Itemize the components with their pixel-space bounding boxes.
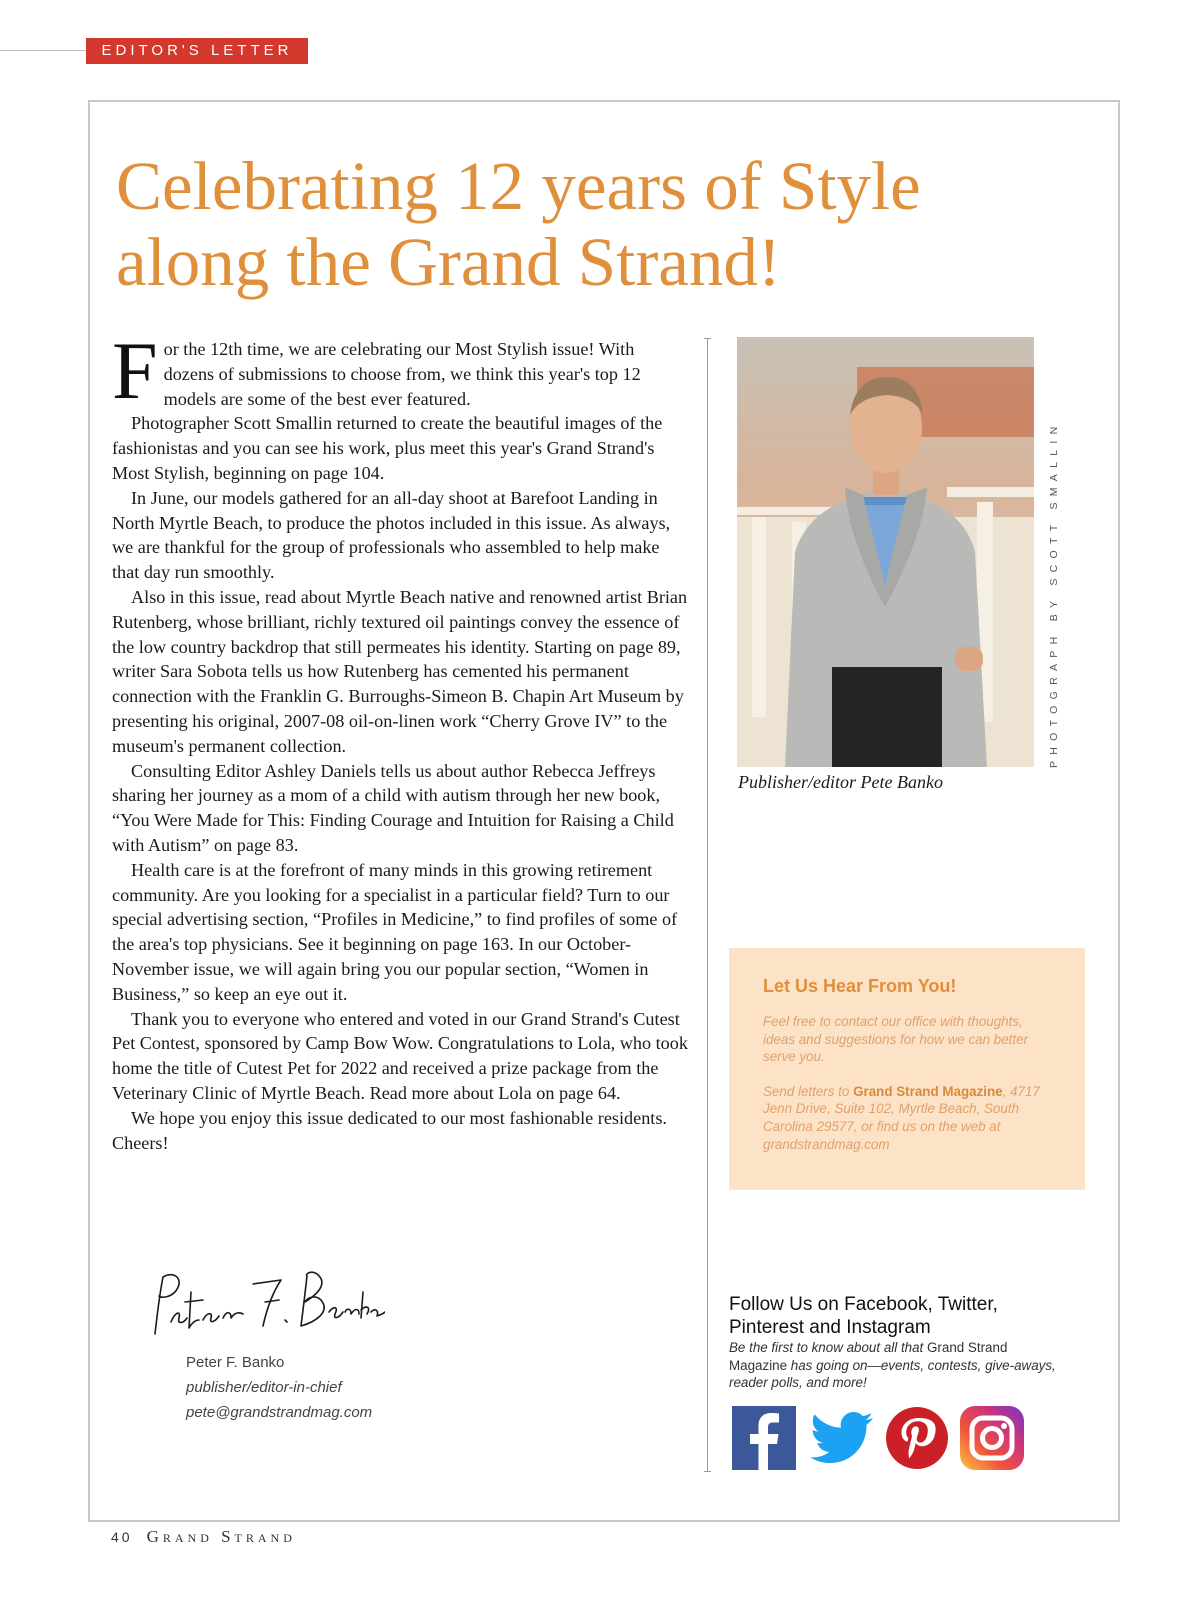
letter-paragraph: Health care is at the forefront of many minds in this growing retirement community. Are you looking for a specialist in a particular field? Turn to our special advertising section, “Profiles in Medicine,” to find profiles of some of the area's top physicians. See it beginning on page 163. In our October-November issue, we will again bring you our popular section, “Women in Business,” so keep an eye out it. [112, 859, 678, 1004]
letter-paragraph: For the 12th time, we are celebrating our Most Stylish issue! With dozens of submissions to choose from, we think this year's top 12 models are some of the best ever featured. [112, 325, 641, 416]
photo-caption: Publisher/editor Pete Banko [738, 772, 943, 792]
magazine-name: Grand Strand [146, 1527, 296, 1546]
section-tag: EDITOR'S LETTER [86, 38, 308, 64]
signer-email[interactable]: pete@grandstrandmag.com [186, 1404, 373, 1421]
signature [145, 1262, 385, 1342]
letter-paragraph: Consulting Editor Ashley Daniels tells us about author Rebecca Jeffreys sharing her journey as a mom of a child with autism through her new book, “You Were Made for This: Finding Courage and Intuition for Raising a Child with Autism” on page 83. [112, 760, 674, 855]
callout-text: Feel free to contact our office with thoughts, ideas and suggestions for how we can better serve you. [763, 1014, 1029, 1065]
letter-paragraph: Photographer Scott Smallin returned to create the beautiful images of the fashionistas and you can see his work, plus meet this year's Grand Strand's Most Stylish, beginning on page 104. [112, 413, 663, 483]
publisher-photo [737, 337, 1034, 767]
letter-paragraph: In June, our models gathered for an all-day shoot at Barefoot Landing in North Myrtle Beach, to produce the photos included in this issue. As always, we are thankful for the group of professionals who assembled to help make that day run smoothly. [112, 487, 671, 583]
follow-text: Be the first to know about all that Grand Strand Magazine has going on—events, contests, give-aways, reader polls, and more! [729, 1340, 1056, 1391]
instagram-icon[interactable] [960, 1406, 1026, 1470]
letter-paragraph: Thank you to everyone who entered and voted in our Grand Strand's Cutest Pet Contest, sponsored by Camp Bow Wow. Congratulations to Lola, who took home the title of Cutest Pet for 2022 and received a prize package from the Veterinary Clinic of Myrtle Beach. Read more about Lola on page 64. [112, 1008, 688, 1103]
callout-title: Let Us Hear From You! [763, 976, 957, 996]
letter-paragraph: We hope you enjoy this issue dedicated to our most fashionable residents. Cheers! [112, 1107, 667, 1153]
page-footer [111, 1527, 296, 1547]
top-rule [0, 50, 86, 51]
signature-block [186, 1350, 372, 1425]
column-divider [707, 338, 708, 1472]
follow-title: Follow Us on Facebook, Twitter, Pinterest and Instagram [729, 1294, 998, 1338]
contact-callout [729, 948, 1085, 1190]
pinterest-icon[interactable] [885, 1406, 951, 1470]
letter-paragraph: Also in this issue, read about Myrtle Beach native and renowned artist Brian Rutenberg, whose brilliant, richly textured oil paintings convey the essence of the low country backdrop that still permeates his identity. Starting on page 89, writer Sara Sobota tells us how Rutenberg has cemented his permanent connection with the Franklin G. Burroughs-Simeon B. Chapin Art Museum by presenting his original, 2007-08 oil-on-linen work “Cherry Grove IV” to the museum's permanent collection. [112, 586, 688, 756]
page-number: 40 [111, 1529, 133, 1545]
letter-body [112, 325, 688, 1155]
facebook-icon[interactable] [732, 1406, 798, 1470]
drop-cap: F [112, 325, 158, 416]
signer-title: publisher/editor-in-chief [186, 1379, 342, 1396]
signer-name: Peter F. Banko [186, 1354, 285, 1371]
twitter-icon[interactable] [810, 1406, 876, 1470]
callout-address: Send letters to Grand Strand Magazine, 4717 Jenn Drive, Suite 102, Myrtle Beach, South Carolina 29577, or find us on the web at grandstrandmag.com [763, 1083, 1040, 1152]
headline: Celebrating 12 years of Style along the Grand Strand! [116, 148, 921, 300]
